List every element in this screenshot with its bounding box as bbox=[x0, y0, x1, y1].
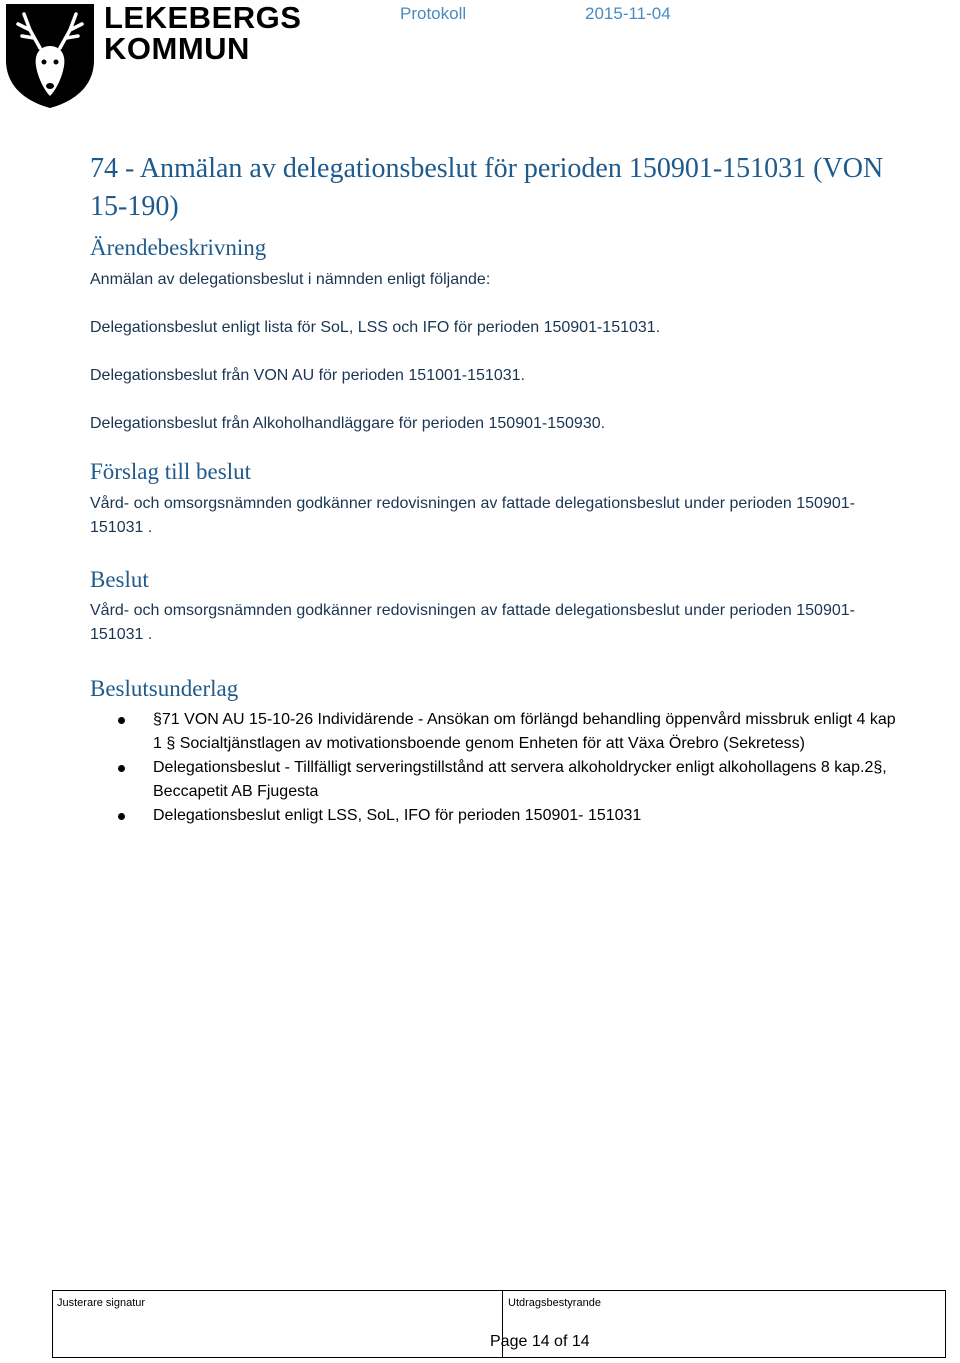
list-item-text: §71 VON AU 15-10-26 Individärende - Ansökan om förlängd behandling öppenvård missbruk enligt 4 kap 1 § Socialtjänstlagen av motivationsboende genom Enheten för att Växa Örebro (Sekretess) bbox=[153, 711, 896, 752]
arende-item: Delegationsbeslut från VON AU för perioden 151001-151031. bbox=[90, 367, 525, 384]
heading-beslut: Beslut bbox=[90, 567, 149, 592]
heading-arendebeskrivning: Ärendebeskrivning bbox=[90, 235, 267, 260]
list-item bbox=[118, 708, 898, 756]
beslut-text: Vård- och omsorgsnämnden godkänner redovisningen av fattade delegationsbeslut under perioden 150901-151031 . bbox=[90, 602, 855, 643]
list-item-text: Delegationsbeslut enligt LSS, SoL, IFO för perioden 150901- 151031 bbox=[153, 807, 642, 824]
list-item-text: Delegationsbeslut - Tillfälligt serveringstillstånd att servera alkoholdrycker enligt alkohollagens 8 kap.2§, Beccapetit AB Fjugesta bbox=[153, 759, 887, 800]
arende-intro: Anmälan av delegationsbeslut i nämnden enligt följande: bbox=[90, 271, 491, 288]
page-number: Page 14 of 14 bbox=[490, 1333, 590, 1350]
page-title: 74 - Anmälan av delegationsbeslut för perioden 150901-151031 (VON 15-190) bbox=[90, 153, 884, 222]
arende-item: Delegationsbeslut från Alkoholhandläggare för perioden 150901-150930. bbox=[90, 415, 606, 432]
bullet-icon bbox=[118, 717, 125, 724]
heading-forslag: Förslag till beslut bbox=[90, 459, 251, 484]
justerare-signatur-label: Justerare signatur bbox=[57, 1297, 146, 1309]
arende-item: Delegationsbeslut enligt lista för SoL, LSS och IFO för perioden 150901-151031. bbox=[90, 319, 661, 336]
bullet-icon bbox=[118, 765, 125, 772]
beslutsunderlag-list bbox=[118, 708, 898, 828]
list-item bbox=[118, 804, 898, 828]
utdragsbestyrande-label: Utdragsbestyrande bbox=[508, 1297, 601, 1309]
logo-text-line2: KOMMUN bbox=[104, 31, 250, 66]
document-date: 2015-11-04 bbox=[585, 4, 671, 23]
heading-beslutsunderlag: Beslutsunderlag bbox=[90, 676, 239, 701]
list-item bbox=[118, 756, 898, 804]
document-type: Protokoll bbox=[400, 4, 467, 23]
deer-shield-icon bbox=[0, 0, 100, 110]
forslag-text: Vård- och omsorgsnämnden godkänner redovisningen av fattade delegationsbeslut under perioden 150901-151031 . bbox=[90, 495, 855, 536]
bullet-icon bbox=[118, 813, 125, 820]
logo-text-line1: LEKEBERGS bbox=[104, 0, 302, 35]
kommun-logo bbox=[0, 0, 300, 112]
